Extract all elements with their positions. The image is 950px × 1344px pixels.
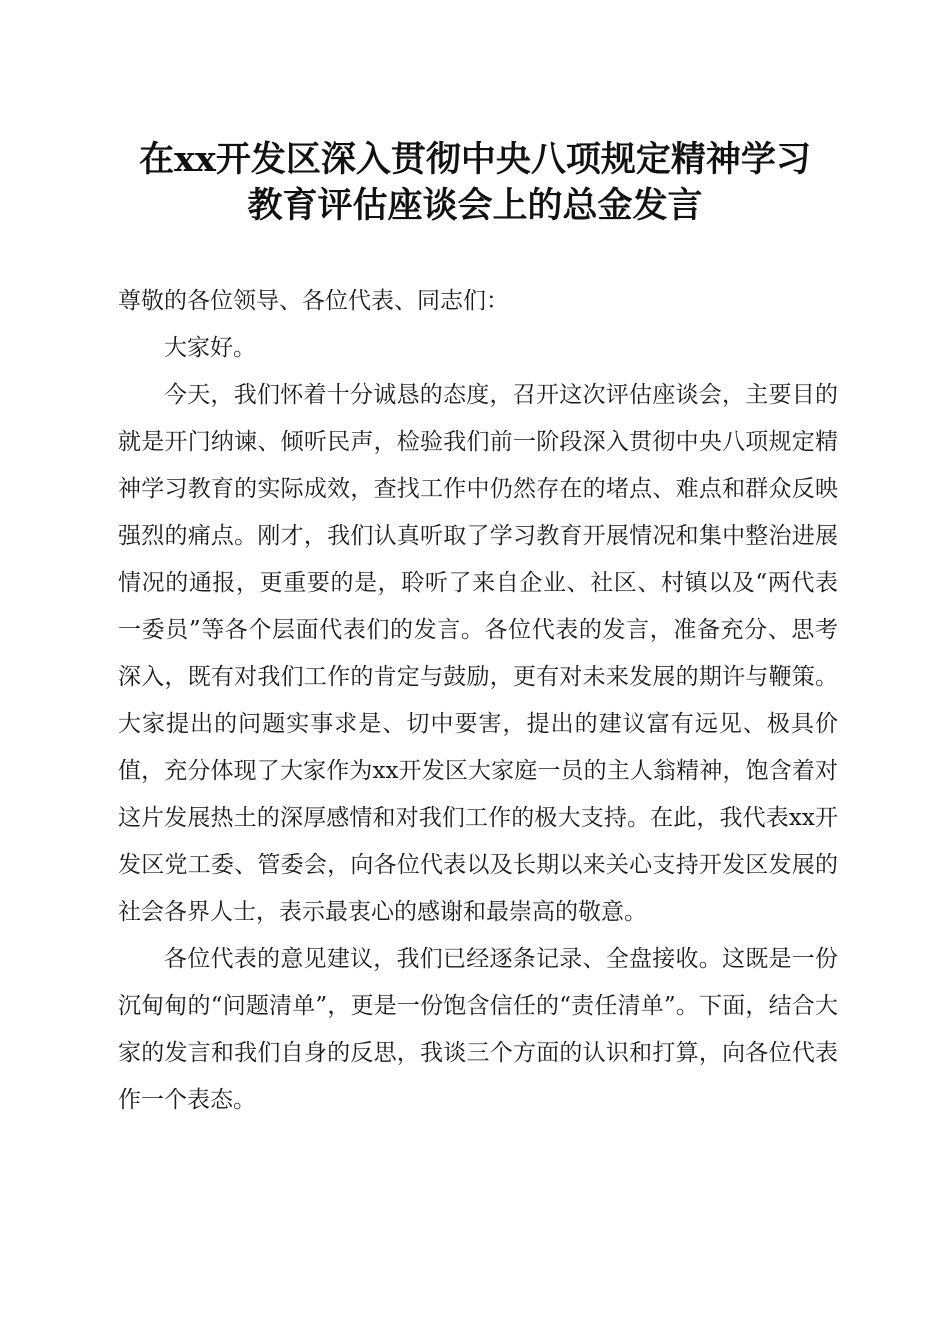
paragraph-outline: 各位代表的意见建议，我们已经逐条记录、全盘接收。这既是一份沉甸甸的“问题清单”，更是一份饱含信任的“责任清单”。下面，结合大家的发言和我们自身的反思，我谈三个方面的认识和打算，向各位代表作一个表态。 (118, 946, 838, 1113)
document-title-line-2: 教育评估座谈会上的总金发言 (247, 185, 703, 226)
paragraph-intro: 今天，我们怀着十分诚恳的态度，召开这次评估座谈会，主要目的就是开门纳谏、倾听民声，检验我们前一阶段深入贯彻中央八项规定精神学习教育的实际成效，查找工作中仍然存在的堵点、难点和群众反映强烈的痛点。刚才，我们认真听取了学习教育开展情况和集中整治进展情况的通报，更重要的是，聆听了来自企业、社区、村镇以及“两代表一委员”等各个层面代表们的发言。各位代表的发言，准备充分、思考深入，既有对我们工作的肯定与鼓励，更有对未来发展的期许与鞭策。大家提出的问题实事求是、切中要害，提出的建议富有远见、极具价值，充分体现了大家作为xx开发区大家庭一员的主人翁精神，饱含着对这片发展热土的深厚感情和对我们工作的极大支持。在此，我代表xx开发区党工委、管委会，向各位代表以及长期以来关心支持开发区发展的社会各界人士，表示最衷心的感谢和最崇高的敬意。 (118, 382, 838, 925)
body-paragraphs (118, 325, 838, 1124)
document-title-line-1: 在xx开发区深入贯彻中央八项规定精神学习 (139, 139, 811, 180)
paragraph-greeting: 大家好。 (164, 335, 256, 361)
salutation: 尊敬的各位领导、各位代表、同志们： (118, 288, 509, 314)
